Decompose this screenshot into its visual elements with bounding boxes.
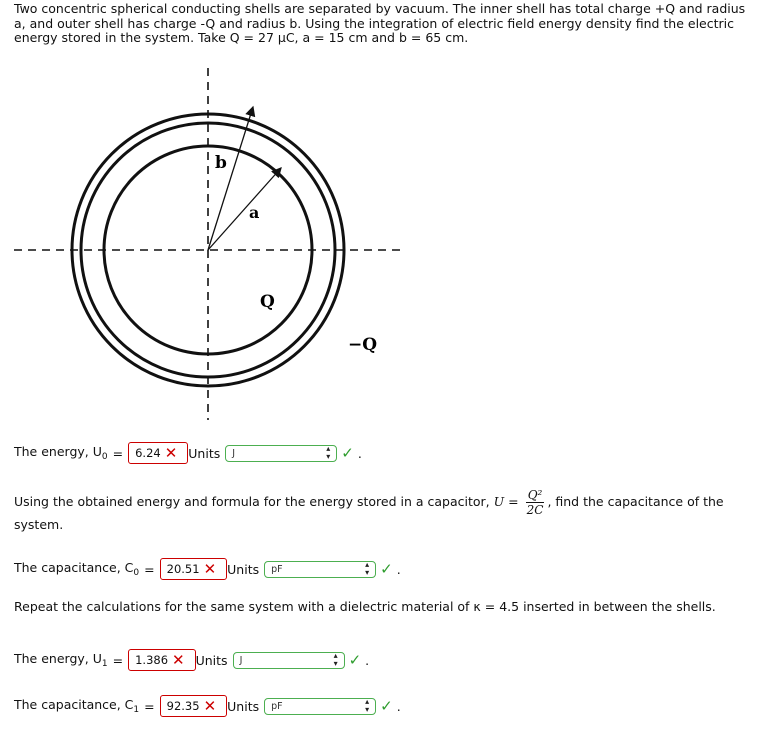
capacitance-c1-input[interactable]: 92.35 ✕ [160, 695, 228, 717]
equals-sign: = [112, 445, 124, 461]
radius-a-arrow [208, 168, 281, 250]
incorrect-x-icon: ✕ [203, 560, 217, 578]
radius-b-arrow [208, 107, 253, 250]
capacitance-c0-units-select[interactable]: pF ▴ ▾ [264, 561, 376, 578]
select-arrows-icon: ▴ ▾ [365, 560, 370, 577]
energy-u0-row: The energy, $U_0$ = 6.24 ✕ Units J ▴ ▾ ✓ . [14, 444, 362, 462]
energy-formula-fraction: $\frac{\text{Q²}}{2C}$ [526, 488, 544, 517]
units-label: Units [227, 561, 260, 577]
correct-check-icon: ✓ [348, 651, 362, 669]
energy-u0-label: The energy, $U_0$ [14, 444, 108, 462]
capacitance-c1-row: The capacitance, $C_1$ = 92.35 ✕ Units pF ▴ ▾ ✓ . [14, 697, 401, 715]
label-neg-Q: −Q [348, 335, 378, 355]
problem-statement: Two concentric spherical conducting shells are separated by vacuum. The inner shell has total charge +Q and radius a, and outer shell has charge -Q and radius b. Using the integration of electric field energy density find the electric energy stored in the system. Take Q = 27 μC, a = 15 cm and b = 65 cm. [14, 1, 746, 45]
capacitance-c0-row: The capacitance, $C_0$ = 20.51 ✕ Units pF ▴ ▾ ✓ . [14, 560, 401, 578]
energy-u1-row: The energy, $U_1$ = 1.386 ✕ Units J ▴ ▾ ✓ . [14, 651, 370, 669]
capacitance-c0-label: The capacitance, $C_0$ [14, 560, 140, 578]
label-b: b [215, 153, 227, 173]
capacitance-c1-units-select[interactable]: pF ▴ ▾ [264, 698, 376, 715]
incorrect-x-icon: ✕ [172, 651, 185, 669]
select-arrows-icon: ▴ ▾ [333, 651, 338, 668]
concentric-shells-diagram [0, 60, 420, 420]
correct-check-icon: ✓ [341, 444, 354, 462]
energy-u1-label: The energy, $U_1$ [14, 651, 108, 669]
select-arrows-icon: ▴ ▾ [326, 444, 331, 461]
units-label: Units [227, 698, 260, 714]
energy-u0-units-select[interactable]: J ▴ ▾ [225, 445, 337, 462]
units-label: Units [195, 652, 228, 668]
incorrect-x-icon: ✕ [164, 444, 178, 462]
energy-u1-units-select[interactable]: J ▴ ▾ [233, 652, 345, 669]
energy-u0-input[interactable]: 6.24 ✕ [128, 442, 188, 464]
select-arrows-icon: ▴ ▾ [365, 697, 370, 714]
label-a: a [249, 203, 260, 222]
incorrect-x-icon: ✕ [203, 697, 217, 715]
dielectric-instruction: Repeat the calculations for the same system with a dielectric material of κ = 4.5 inserted in between the shells. [14, 599, 716, 614]
capacitor-instruction: Using the obtained energy and formula for the energy stored in a capacitor, U = $\frac{\text{Q²}}{2C}$ , find the capacitance of the system. [14, 488, 724, 532]
energy-u1-input[interactable]: 1.386 ✕ [128, 649, 196, 671]
units-label: Units [188, 445, 221, 461]
correct-check-icon: ✓ [380, 697, 393, 715]
correct-check-icon: ✓ [380, 560, 393, 578]
label-Q: Q [260, 292, 275, 312]
capacitance-c1-label: The capacitance, $C_1$ [14, 697, 140, 715]
capacitance-c0-input[interactable]: 20.51 ✕ [160, 558, 228, 580]
